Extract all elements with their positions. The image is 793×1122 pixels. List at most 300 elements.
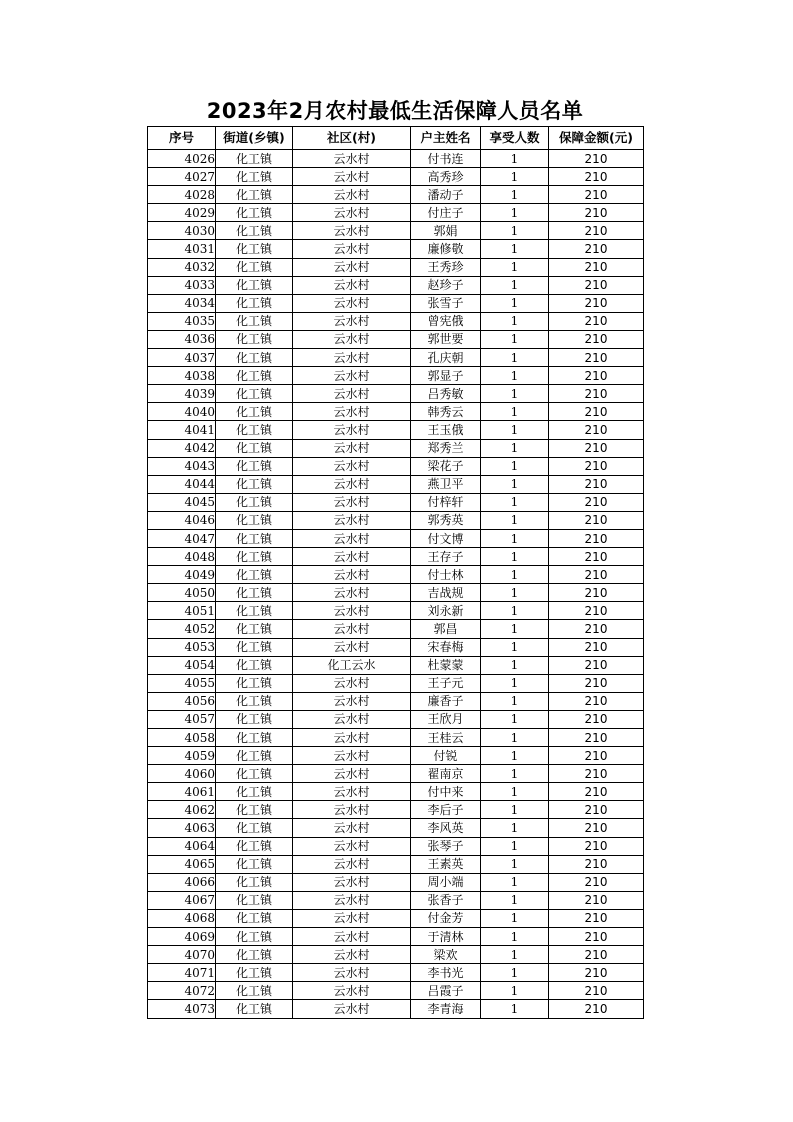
cell-household-head: 郭娟 <box>411 222 481 240</box>
cell-amount: 210 <box>549 222 644 240</box>
cell-seq: 4055 <box>148 674 216 692</box>
cell-town: 化工镇 <box>216 312 293 330</box>
cell-town: 化工镇 <box>216 457 293 475</box>
cell-village: 云水村 <box>293 240 411 258</box>
cell-village: 云水村 <box>293 783 411 801</box>
cell-village: 云水村 <box>293 312 411 330</box>
cell-village: 云水村 <box>293 566 411 584</box>
cell-seq: 4056 <box>148 692 216 710</box>
cell-beneficiaries: 1 <box>481 855 549 873</box>
table-row <box>148 638 644 656</box>
cell-village: 云水村 <box>293 837 411 855</box>
cell-town: 化工镇 <box>216 620 293 638</box>
cell-town: 化工镇 <box>216 529 293 547</box>
table-row <box>148 349 644 367</box>
cell-amount: 210 <box>549 692 644 710</box>
cell-amount: 210 <box>549 548 644 566</box>
cell-beneficiaries: 1 <box>481 656 549 674</box>
cell-household-head: 付庄子 <box>411 204 481 222</box>
cell-beneficiaries: 1 <box>481 276 549 294</box>
cell-town: 化工镇 <box>216 801 293 819</box>
cell-beneficiaries: 1 <box>481 204 549 222</box>
cell-beneficiaries: 1 <box>481 294 549 312</box>
table-row <box>148 421 644 439</box>
cell-household-head: 王子元 <box>411 674 481 692</box>
cell-seq: 4069 <box>148 928 216 946</box>
cell-amount: 210 <box>549 819 644 837</box>
cell-beneficiaries: 1 <box>481 674 549 692</box>
cell-amount: 210 <box>549 511 644 529</box>
cell-village: 云水村 <box>293 602 411 620</box>
cell-seq: 4068 <box>148 909 216 927</box>
cell-household-head: 付士林 <box>411 566 481 584</box>
cell-village: 云水村 <box>293 439 411 457</box>
table-row <box>148 222 644 240</box>
table-row <box>148 620 644 638</box>
cell-town: 化工镇 <box>216 566 293 584</box>
cell-seq: 4037 <box>148 349 216 367</box>
cell-seq: 4035 <box>148 312 216 330</box>
cell-village: 云水村 <box>293 457 411 475</box>
cell-household-head: 王玉俄 <box>411 421 481 439</box>
cell-amount: 210 <box>549 928 644 946</box>
cell-village: 云水村 <box>293 801 411 819</box>
cell-amount: 210 <box>549 729 644 747</box>
cell-town: 化工镇 <box>216 602 293 620</box>
cell-beneficiaries: 1 <box>481 765 549 783</box>
table-row <box>148 837 644 855</box>
cell-town: 化工镇 <box>216 783 293 801</box>
table-row <box>148 692 644 710</box>
table-row <box>148 566 644 584</box>
cell-town: 化工镇 <box>216 258 293 276</box>
cell-beneficiaries: 1 <box>481 312 549 330</box>
cell-town: 化工镇 <box>216 710 293 728</box>
cell-village: 云水村 <box>293 1000 411 1018</box>
table-row <box>148 946 644 964</box>
cell-amount: 210 <box>549 529 644 547</box>
cell-beneficiaries: 1 <box>481 222 549 240</box>
cell-amount: 210 <box>549 403 644 421</box>
cell-seq: 4036 <box>148 330 216 348</box>
cell-household-head: 廉香子 <box>411 692 481 710</box>
header-row <box>148 127 644 150</box>
cell-household-head: 王素英 <box>411 855 481 873</box>
cell-seq: 4030 <box>148 222 216 240</box>
cell-beneficiaries: 1 <box>481 1000 549 1018</box>
cell-household-head: 王存子 <box>411 548 481 566</box>
cell-household-head: 付中来 <box>411 783 481 801</box>
cell-seq: 4029 <box>148 204 216 222</box>
table-row <box>148 765 644 783</box>
cell-town: 化工镇 <box>216 367 293 385</box>
cell-beneficiaries: 1 <box>481 186 549 204</box>
table-row <box>148 150 644 168</box>
cell-seq: 4066 <box>148 873 216 891</box>
table-row <box>148 439 644 457</box>
cell-town: 化工镇 <box>216 692 293 710</box>
table-row <box>148 403 644 421</box>
cell-amount: 210 <box>549 765 644 783</box>
cell-seq: 4039 <box>148 385 216 403</box>
roster-table <box>147 126 644 1019</box>
cell-town: 化工镇 <box>216 819 293 837</box>
cell-town: 化工镇 <box>216 276 293 294</box>
table-row <box>148 602 644 620</box>
cell-amount: 210 <box>549 656 644 674</box>
cell-amount: 210 <box>549 783 644 801</box>
cell-village: 云水村 <box>293 692 411 710</box>
cell-household-head: 郭昌 <box>411 620 481 638</box>
cell-beneficiaries: 1 <box>481 602 549 620</box>
cell-beneficiaries: 1 <box>481 710 549 728</box>
cell-village: 云水村 <box>293 258 411 276</box>
cell-town: 化工镇 <box>216 168 293 186</box>
cell-seq: 4052 <box>148 620 216 638</box>
table-row <box>148 801 644 819</box>
cell-seq: 4040 <box>148 403 216 421</box>
cell-seq: 4053 <box>148 638 216 656</box>
cell-seq: 4057 <box>148 710 216 728</box>
cell-beneficiaries: 1 <box>481 168 549 186</box>
cell-beneficiaries: 1 <box>481 729 549 747</box>
cell-village: 云水村 <box>293 982 411 1000</box>
cell-household-head: 梁花子 <box>411 457 481 475</box>
cell-amount: 210 <box>549 385 644 403</box>
cell-beneficiaries: 1 <box>481 620 549 638</box>
cell-household-head: 郭秀英 <box>411 511 481 529</box>
table-row <box>148 367 644 385</box>
cell-household-head: 郭世要 <box>411 330 481 348</box>
table-row <box>148 240 644 258</box>
cell-seq: 4047 <box>148 529 216 547</box>
cell-town: 化工镇 <box>216 584 293 602</box>
cell-beneficiaries: 1 <box>481 819 549 837</box>
cell-seq: 4070 <box>148 946 216 964</box>
table-row <box>148 656 644 674</box>
cell-town: 化工镇 <box>216 439 293 457</box>
cell-beneficiaries: 1 <box>481 150 549 168</box>
cell-town: 化工镇 <box>216 656 293 674</box>
cell-seq: 4033 <box>148 276 216 294</box>
cell-village: 云水村 <box>293 873 411 891</box>
cell-village: 云水村 <box>293 964 411 982</box>
cell-amount: 210 <box>549 982 644 1000</box>
cell-village: 云水村 <box>293 294 411 312</box>
table-row <box>148 204 644 222</box>
column-header-amount: 保障金额(元) <box>549 127 644 150</box>
table-row <box>148 511 644 529</box>
cell-seq: 4034 <box>148 294 216 312</box>
table-row <box>148 909 644 927</box>
column-header-village: 社区(村) <box>293 127 411 150</box>
cell-household-head: 李书光 <box>411 964 481 982</box>
cell-amount: 210 <box>549 964 644 982</box>
cell-amount: 210 <box>549 946 644 964</box>
cell-household-head: 刘永新 <box>411 602 481 620</box>
table-row <box>148 964 644 982</box>
cell-village: 云水村 <box>293 475 411 493</box>
cell-village: 云水村 <box>293 385 411 403</box>
table-row <box>148 873 644 891</box>
cell-amount: 210 <box>549 584 644 602</box>
cell-village: 云水村 <box>293 222 411 240</box>
table-row <box>148 548 644 566</box>
cell-town: 化工镇 <box>216 982 293 1000</box>
cell-village: 云水村 <box>293 168 411 186</box>
cell-household-head: 廉修敬 <box>411 240 481 258</box>
cell-beneficiaries: 1 <box>481 240 549 258</box>
cell-amount: 210 <box>549 475 644 493</box>
cell-village: 云水村 <box>293 276 411 294</box>
cell-seq: 4028 <box>148 186 216 204</box>
cell-household-head: 王欣月 <box>411 710 481 728</box>
cell-town: 化工镇 <box>216 548 293 566</box>
cell-beneficiaries: 1 <box>481 928 549 946</box>
cell-amount: 210 <box>549 367 644 385</box>
cell-amount: 210 <box>549 909 644 927</box>
cell-town: 化工镇 <box>216 511 293 529</box>
cell-household-head: 张雪子 <box>411 294 481 312</box>
cell-household-head: 孔庆朝 <box>411 349 481 367</box>
cell-beneficiaries: 1 <box>481 584 549 602</box>
cell-town: 化工镇 <box>216 204 293 222</box>
table-row <box>148 584 644 602</box>
cell-village: 云水村 <box>293 511 411 529</box>
cell-town: 化工镇 <box>216 493 293 511</box>
cell-amount: 210 <box>549 312 644 330</box>
cell-beneficiaries: 1 <box>481 783 549 801</box>
cell-beneficiaries: 1 <box>481 529 549 547</box>
cell-village: 云水村 <box>293 928 411 946</box>
cell-amount: 210 <box>549 276 644 294</box>
cell-beneficiaries: 1 <box>481 548 549 566</box>
cell-household-head: 吕秀敏 <box>411 385 481 403</box>
cell-amount: 210 <box>549 150 644 168</box>
cell-beneficiaries: 1 <box>481 421 549 439</box>
cell-village: 云水村 <box>293 493 411 511</box>
cell-amount: 210 <box>549 837 644 855</box>
cell-seq: 4062 <box>148 801 216 819</box>
cell-household-head: 潘动子 <box>411 186 481 204</box>
cell-amount: 210 <box>549 294 644 312</box>
cell-town: 化工镇 <box>216 729 293 747</box>
cell-village: 云水村 <box>293 421 411 439</box>
cell-amount: 210 <box>549 566 644 584</box>
cell-village: 化工云水 <box>293 656 411 674</box>
cell-town: 化工镇 <box>216 349 293 367</box>
cell-amount: 210 <box>549 855 644 873</box>
cell-household-head: 杜蒙蒙 <box>411 656 481 674</box>
cell-household-head: 吕霞子 <box>411 982 481 1000</box>
table-row <box>148 186 644 204</box>
table-row <box>148 783 644 801</box>
cell-beneficiaries: 1 <box>481 837 549 855</box>
cell-village: 云水村 <box>293 765 411 783</box>
cell-household-head: 高秀珍 <box>411 168 481 186</box>
cell-beneficiaries: 1 <box>481 330 549 348</box>
cell-amount: 210 <box>549 439 644 457</box>
cell-beneficiaries: 1 <box>481 891 549 909</box>
cell-amount: 210 <box>549 873 644 891</box>
cell-household-head: 李风英 <box>411 819 481 837</box>
cell-seq: 4072 <box>148 982 216 1000</box>
cell-town: 化工镇 <box>216 385 293 403</box>
cell-seq: 4038 <box>148 367 216 385</box>
cell-town: 化工镇 <box>216 150 293 168</box>
cell-town: 化工镇 <box>216 294 293 312</box>
cell-town: 化工镇 <box>216 837 293 855</box>
cell-beneficiaries: 1 <box>481 964 549 982</box>
cell-village: 云水村 <box>293 638 411 656</box>
cell-amount: 210 <box>549 674 644 692</box>
cell-household-head: 付书连 <box>411 150 481 168</box>
cell-seq: 4026 <box>148 150 216 168</box>
cell-town: 化工镇 <box>216 240 293 258</box>
cell-amount: 210 <box>549 638 644 656</box>
cell-beneficiaries: 1 <box>481 747 549 765</box>
cell-village: 云水村 <box>293 729 411 747</box>
cell-beneficiaries: 1 <box>481 873 549 891</box>
cell-town: 化工镇 <box>216 674 293 692</box>
table-row <box>148 819 644 837</box>
cell-household-head: 赵珍子 <box>411 276 481 294</box>
cell-village: 云水村 <box>293 747 411 765</box>
cell-village: 云水村 <box>293 710 411 728</box>
cell-household-head: 曾宪俄 <box>411 312 481 330</box>
table-row <box>148 855 644 873</box>
cell-beneficiaries: 1 <box>481 403 549 421</box>
cell-village: 云水村 <box>293 367 411 385</box>
cell-household-head: 吉战规 <box>411 584 481 602</box>
cell-seq: 4061 <box>148 783 216 801</box>
cell-household-head: 韩秀云 <box>411 403 481 421</box>
table-row <box>148 674 644 692</box>
cell-amount: 210 <box>549 457 644 475</box>
column-header-beneficiaries: 享受人数 <box>481 127 549 150</box>
cell-village: 云水村 <box>293 548 411 566</box>
cell-village: 云水村 <box>293 529 411 547</box>
cell-village: 云水村 <box>293 150 411 168</box>
cell-amount: 210 <box>549 710 644 728</box>
cell-household-head: 王桂云 <box>411 729 481 747</box>
table-row <box>148 729 644 747</box>
table-row <box>148 1000 644 1018</box>
cell-household-head: 于清林 <box>411 928 481 946</box>
page-title: 2023年2月农村最低生活保障人员名单 <box>206 99 584 123</box>
cell-seq: 4046 <box>148 511 216 529</box>
table-row <box>148 258 644 276</box>
cell-town: 化工镇 <box>216 909 293 927</box>
cell-town: 化工镇 <box>216 873 293 891</box>
cell-town: 化工镇 <box>216 186 293 204</box>
cell-town: 化工镇 <box>216 765 293 783</box>
cell-town: 化工镇 <box>216 928 293 946</box>
cell-town: 化工镇 <box>216 891 293 909</box>
cell-household-head: 付锐 <box>411 747 481 765</box>
cell-town: 化工镇 <box>216 946 293 964</box>
cell-amount: 210 <box>549 186 644 204</box>
cell-town: 化工镇 <box>216 964 293 982</box>
cell-amount: 210 <box>549 240 644 258</box>
table-row <box>148 312 644 330</box>
cell-town: 化工镇 <box>216 638 293 656</box>
cell-beneficiaries: 1 <box>481 457 549 475</box>
cell-seq: 4054 <box>148 656 216 674</box>
cell-seq: 4031 <box>148 240 216 258</box>
table-row <box>148 891 644 909</box>
cell-seq: 4041 <box>148 421 216 439</box>
cell-beneficiaries: 1 <box>481 475 549 493</box>
cell-seq: 4073 <box>148 1000 216 1018</box>
table-row <box>148 475 644 493</box>
cell-beneficiaries: 1 <box>481 566 549 584</box>
cell-village: 云水村 <box>293 204 411 222</box>
cell-seq: 4027 <box>148 168 216 186</box>
cell-household-head: 张香子 <box>411 891 481 909</box>
cell-village: 云水村 <box>293 330 411 348</box>
cell-amount: 210 <box>549 747 644 765</box>
cell-village: 云水村 <box>293 620 411 638</box>
cell-town: 化工镇 <box>216 1000 293 1018</box>
cell-village: 云水村 <box>293 855 411 873</box>
cell-village: 云水村 <box>293 349 411 367</box>
cell-seq: 4064 <box>148 837 216 855</box>
cell-household-head: 郭显子 <box>411 367 481 385</box>
cell-amount: 210 <box>549 801 644 819</box>
cell-seq: 4067 <box>148 891 216 909</box>
cell-amount: 210 <box>549 620 644 638</box>
cell-village: 云水村 <box>293 819 411 837</box>
cell-amount: 210 <box>549 421 644 439</box>
cell-seq: 4051 <box>148 602 216 620</box>
cell-amount: 210 <box>549 204 644 222</box>
cell-amount: 210 <box>549 258 644 276</box>
cell-seq: 4042 <box>148 439 216 457</box>
cell-seq: 4071 <box>148 964 216 982</box>
cell-amount: 210 <box>549 493 644 511</box>
table-row <box>148 529 644 547</box>
column-header-town: 街道(乡镇) <box>216 127 293 150</box>
cell-household-head: 王秀珍 <box>411 258 481 276</box>
cell-seq: 4032 <box>148 258 216 276</box>
cell-amount: 210 <box>549 602 644 620</box>
cell-household-head: 郑秀兰 <box>411 439 481 457</box>
column-header-seq: 序号 <box>148 127 216 150</box>
column-header-household-head: 户主姓名 <box>411 127 481 150</box>
cell-household-head: 付文博 <box>411 529 481 547</box>
cell-village: 云水村 <box>293 584 411 602</box>
cell-household-head: 翟南京 <box>411 765 481 783</box>
cell-town: 化工镇 <box>216 855 293 873</box>
table-row <box>148 276 644 294</box>
cell-amount: 210 <box>549 891 644 909</box>
cell-beneficiaries: 1 <box>481 946 549 964</box>
cell-village: 云水村 <box>293 674 411 692</box>
cell-amount: 210 <box>549 168 644 186</box>
cell-beneficiaries: 1 <box>481 638 549 656</box>
cell-seq: 4049 <box>148 566 216 584</box>
cell-beneficiaries: 1 <box>481 349 549 367</box>
cell-seq: 4058 <box>148 729 216 747</box>
table-row <box>148 385 644 403</box>
cell-beneficiaries: 1 <box>481 909 549 927</box>
table-row <box>148 493 644 511</box>
cell-village: 云水村 <box>293 909 411 927</box>
cell-household-head: 宋春梅 <box>411 638 481 656</box>
cell-village: 云水村 <box>293 946 411 964</box>
cell-seq: 4050 <box>148 584 216 602</box>
